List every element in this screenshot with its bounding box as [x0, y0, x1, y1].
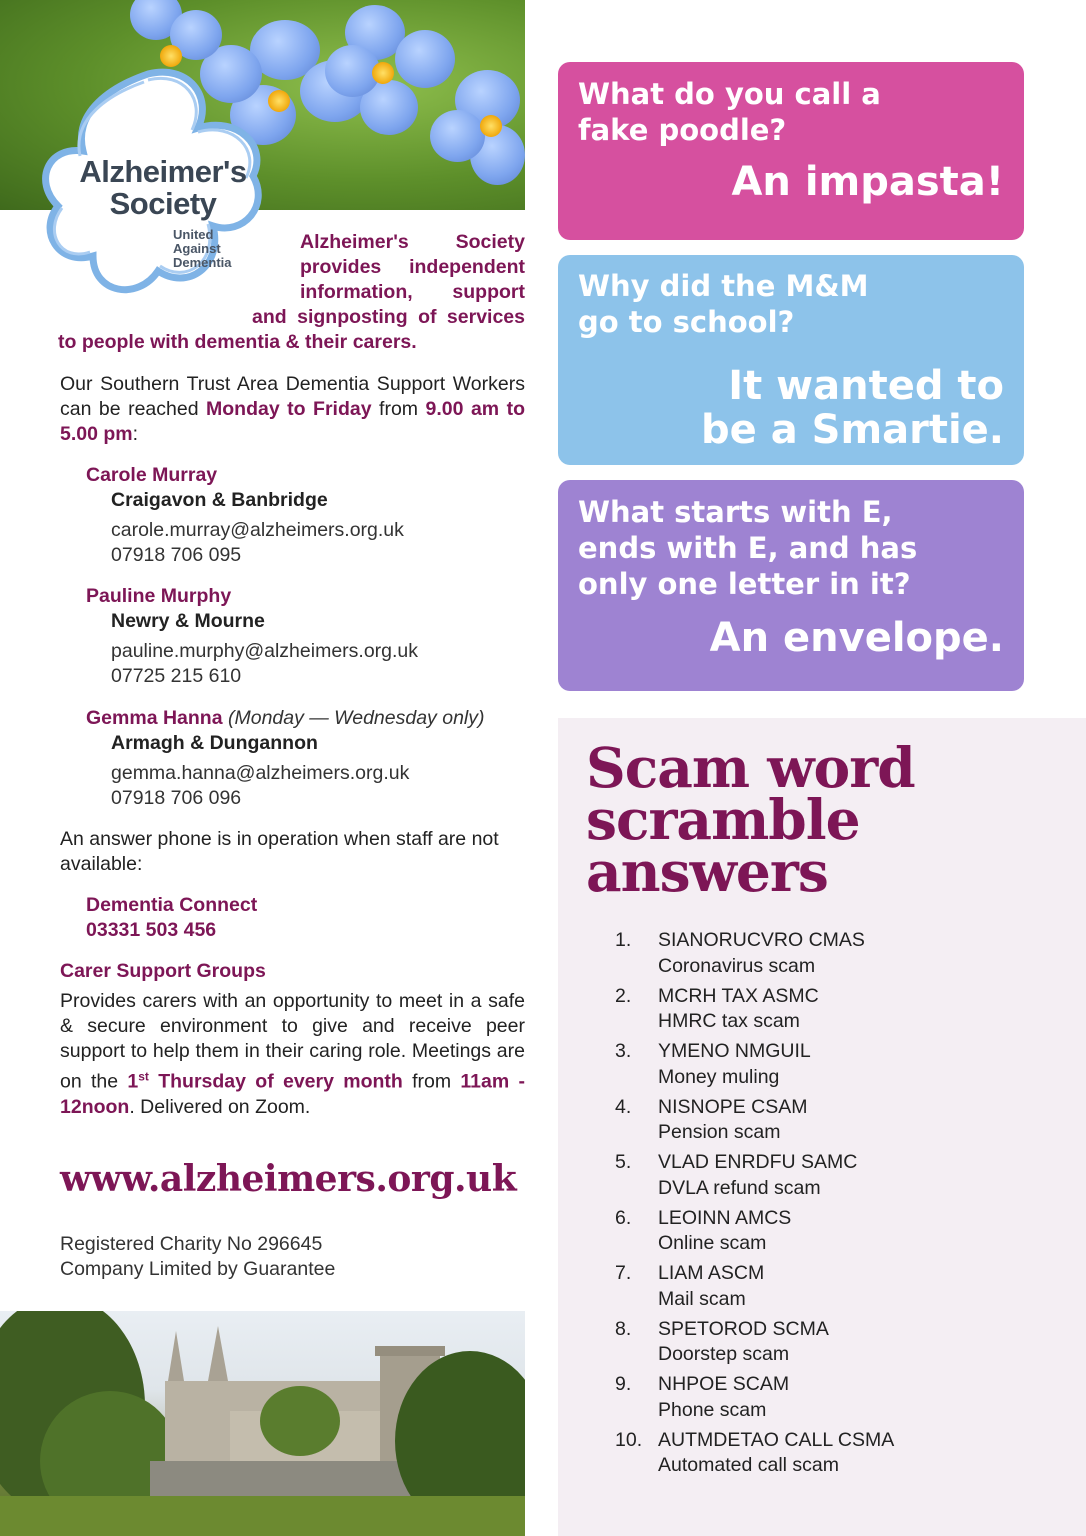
contact-carole-murray [86, 463, 526, 568]
answer-word: Mail scam [658, 1287, 746, 1310]
joke-box-poodle [558, 62, 1024, 240]
contact-phone[interactable]: 07918 706 095 [111, 544, 242, 566]
list-item: 5. VLAD ENRDFU SAMC DVLA refund scam [615, 1150, 1035, 1201]
intro-text: Alzheimer's Society provides independent information, support and signposting of services to people with dementia & their carers. [58, 231, 525, 353]
list-item: 10. AUTMDETAO CALL CSMA Automated call scam [615, 1428, 1035, 1479]
answer-word: Phone scam [658, 1398, 767, 1421]
contact-phone[interactable]: 07918 706 096 [111, 787, 242, 809]
answer-word: DVLA refund scam [658, 1176, 821, 1199]
contact-name: Carole Murray [86, 464, 218, 486]
contact-pauline-murphy [86, 584, 526, 689]
charity-info: Registered Charity No 296645 Company Limited by Guarantee [60, 1233, 336, 1280]
list-item: 7. LIAM ASCM Mail scam [615, 1261, 1035, 1312]
logo-tagline: United Against Dementia [173, 227, 232, 270]
list-item: 4. NISNOPE CSAM Pension scam [615, 1095, 1035, 1146]
joke-box-mm [558, 255, 1024, 465]
list-item: 8. SPETOROD SCMA Doorstep scam [615, 1317, 1035, 1368]
contact-name: Gemma Hanna (Monday — Wednesday only) [86, 707, 485, 729]
town-photo [0, 1311, 525, 1536]
contact-name: Pauline Murphy [86, 585, 232, 607]
joke-question: Why did the M&M go to school? [578, 269, 869, 339]
list-item: 6. LEOINN AMCS Online scam [615, 1206, 1035, 1257]
list-item: 1. SIANORUCVRO CMAS Coronavirus scam [615, 928, 1035, 979]
carer-support-text: Provides carers with an opportunity to meet in a safe & secure environment to give and receive peer support to help them in their caring role. Meetings are on the 1st Thursday of every month from 11am - 12noon. Delivered on Zoom. [60, 990, 525, 1118]
answer-word: Coronavirus scam [658, 954, 816, 977]
joke-box-envelope [558, 480, 1024, 691]
support-hours-text: Our Southern Trust Area Dementia Support Workers can be reached Monday to Friday from 9.00 am to 5.00 pm: [60, 373, 525, 445]
joke-answer: It wanted to be a Smartie. [701, 363, 1004, 453]
scrambled-word: SPETOROD SCMA [658, 1317, 829, 1340]
scramble-answers-list [615, 928, 1035, 1483]
scrambled-word: AUTMDETAO CALL CSMA [658, 1428, 895, 1451]
answer-word: Pension scam [658, 1121, 781, 1143]
scrambled-word: MCRH TAX ASMC [658, 984, 819, 1007]
scrambled-word: LIAM ASCM [658, 1262, 765, 1284]
dementia-connect [86, 893, 257, 943]
scrambled-word: LEOINN AMCS [658, 1206, 792, 1229]
scrambled-word: NHPOE SCAM [658, 1373, 790, 1395]
list-item: 2. MCRH TAX ASMC HMRC tax scam [615, 984, 1035, 1035]
list-item: 3. YMENO NMGUIL Money muling [615, 1039, 1035, 1090]
answer-word: Doorstep scam [658, 1343, 790, 1365]
logo-title: Alzheimer's Society [79, 154, 247, 221]
contact-email[interactable]: carole.murray@alzheimers.org.uk [111, 519, 404, 541]
contact-gemma-hanna [86, 706, 526, 811]
answer-word: Automated call scam [658, 1454, 839, 1476]
scrambled-word: SIANORUCVRO CMAS [658, 929, 865, 951]
scrambled-word: NISNOPE CSAM [658, 1095, 808, 1118]
contact-email[interactable]: pauline.murphy@alzheimers.org.uk [111, 640, 419, 662]
joke-question: What do you call a fake poodle? [578, 77, 881, 147]
joke-answer: An impasta! [731, 159, 1004, 205]
joke-answer: An envelope. [709, 615, 1004, 661]
contact-availability-note: (Monday — Wednesday only) [227, 707, 485, 729]
answer-word: Online scam [658, 1232, 767, 1254]
scramble-title: Scam word scramble answers [586, 735, 915, 904]
carer-support-heading: Carer Support Groups [60, 960, 266, 982]
scrambled-word: VLAD ENRDFU SAMC [658, 1151, 858, 1173]
website-link[interactable]: www.alzheimers.org.uk [60, 1158, 517, 1200]
answer-word: HMRC tax scam [658, 1010, 800, 1032]
answer-phone-text: An answer phone is in operation when staff are not available: [60, 828, 499, 875]
dementia-connect-phone[interactable]: 03331 503 456 [86, 919, 217, 941]
contact-area: Newry & Mourne [111, 610, 265, 632]
list-item: 9. NHPOE SCAM Phone scam [615, 1372, 1035, 1423]
scrambled-word: YMENO NMGUIL [658, 1040, 811, 1062]
joke-question: What starts with E, ends with E, and has only one letter in it? [578, 495, 918, 601]
answer-word: Money muling [658, 1065, 780, 1088]
contact-phone[interactable]: 07725 215 610 [111, 665, 242, 687]
contact-email[interactable]: gemma.hanna@alzheimers.org.uk [111, 762, 410, 784]
contact-area: Armagh & Dungannon [111, 732, 318, 754]
contact-area: Craigavon & Banbridge [111, 489, 328, 511]
dementia-connect-label: Dementia Connect [86, 894, 258, 916]
